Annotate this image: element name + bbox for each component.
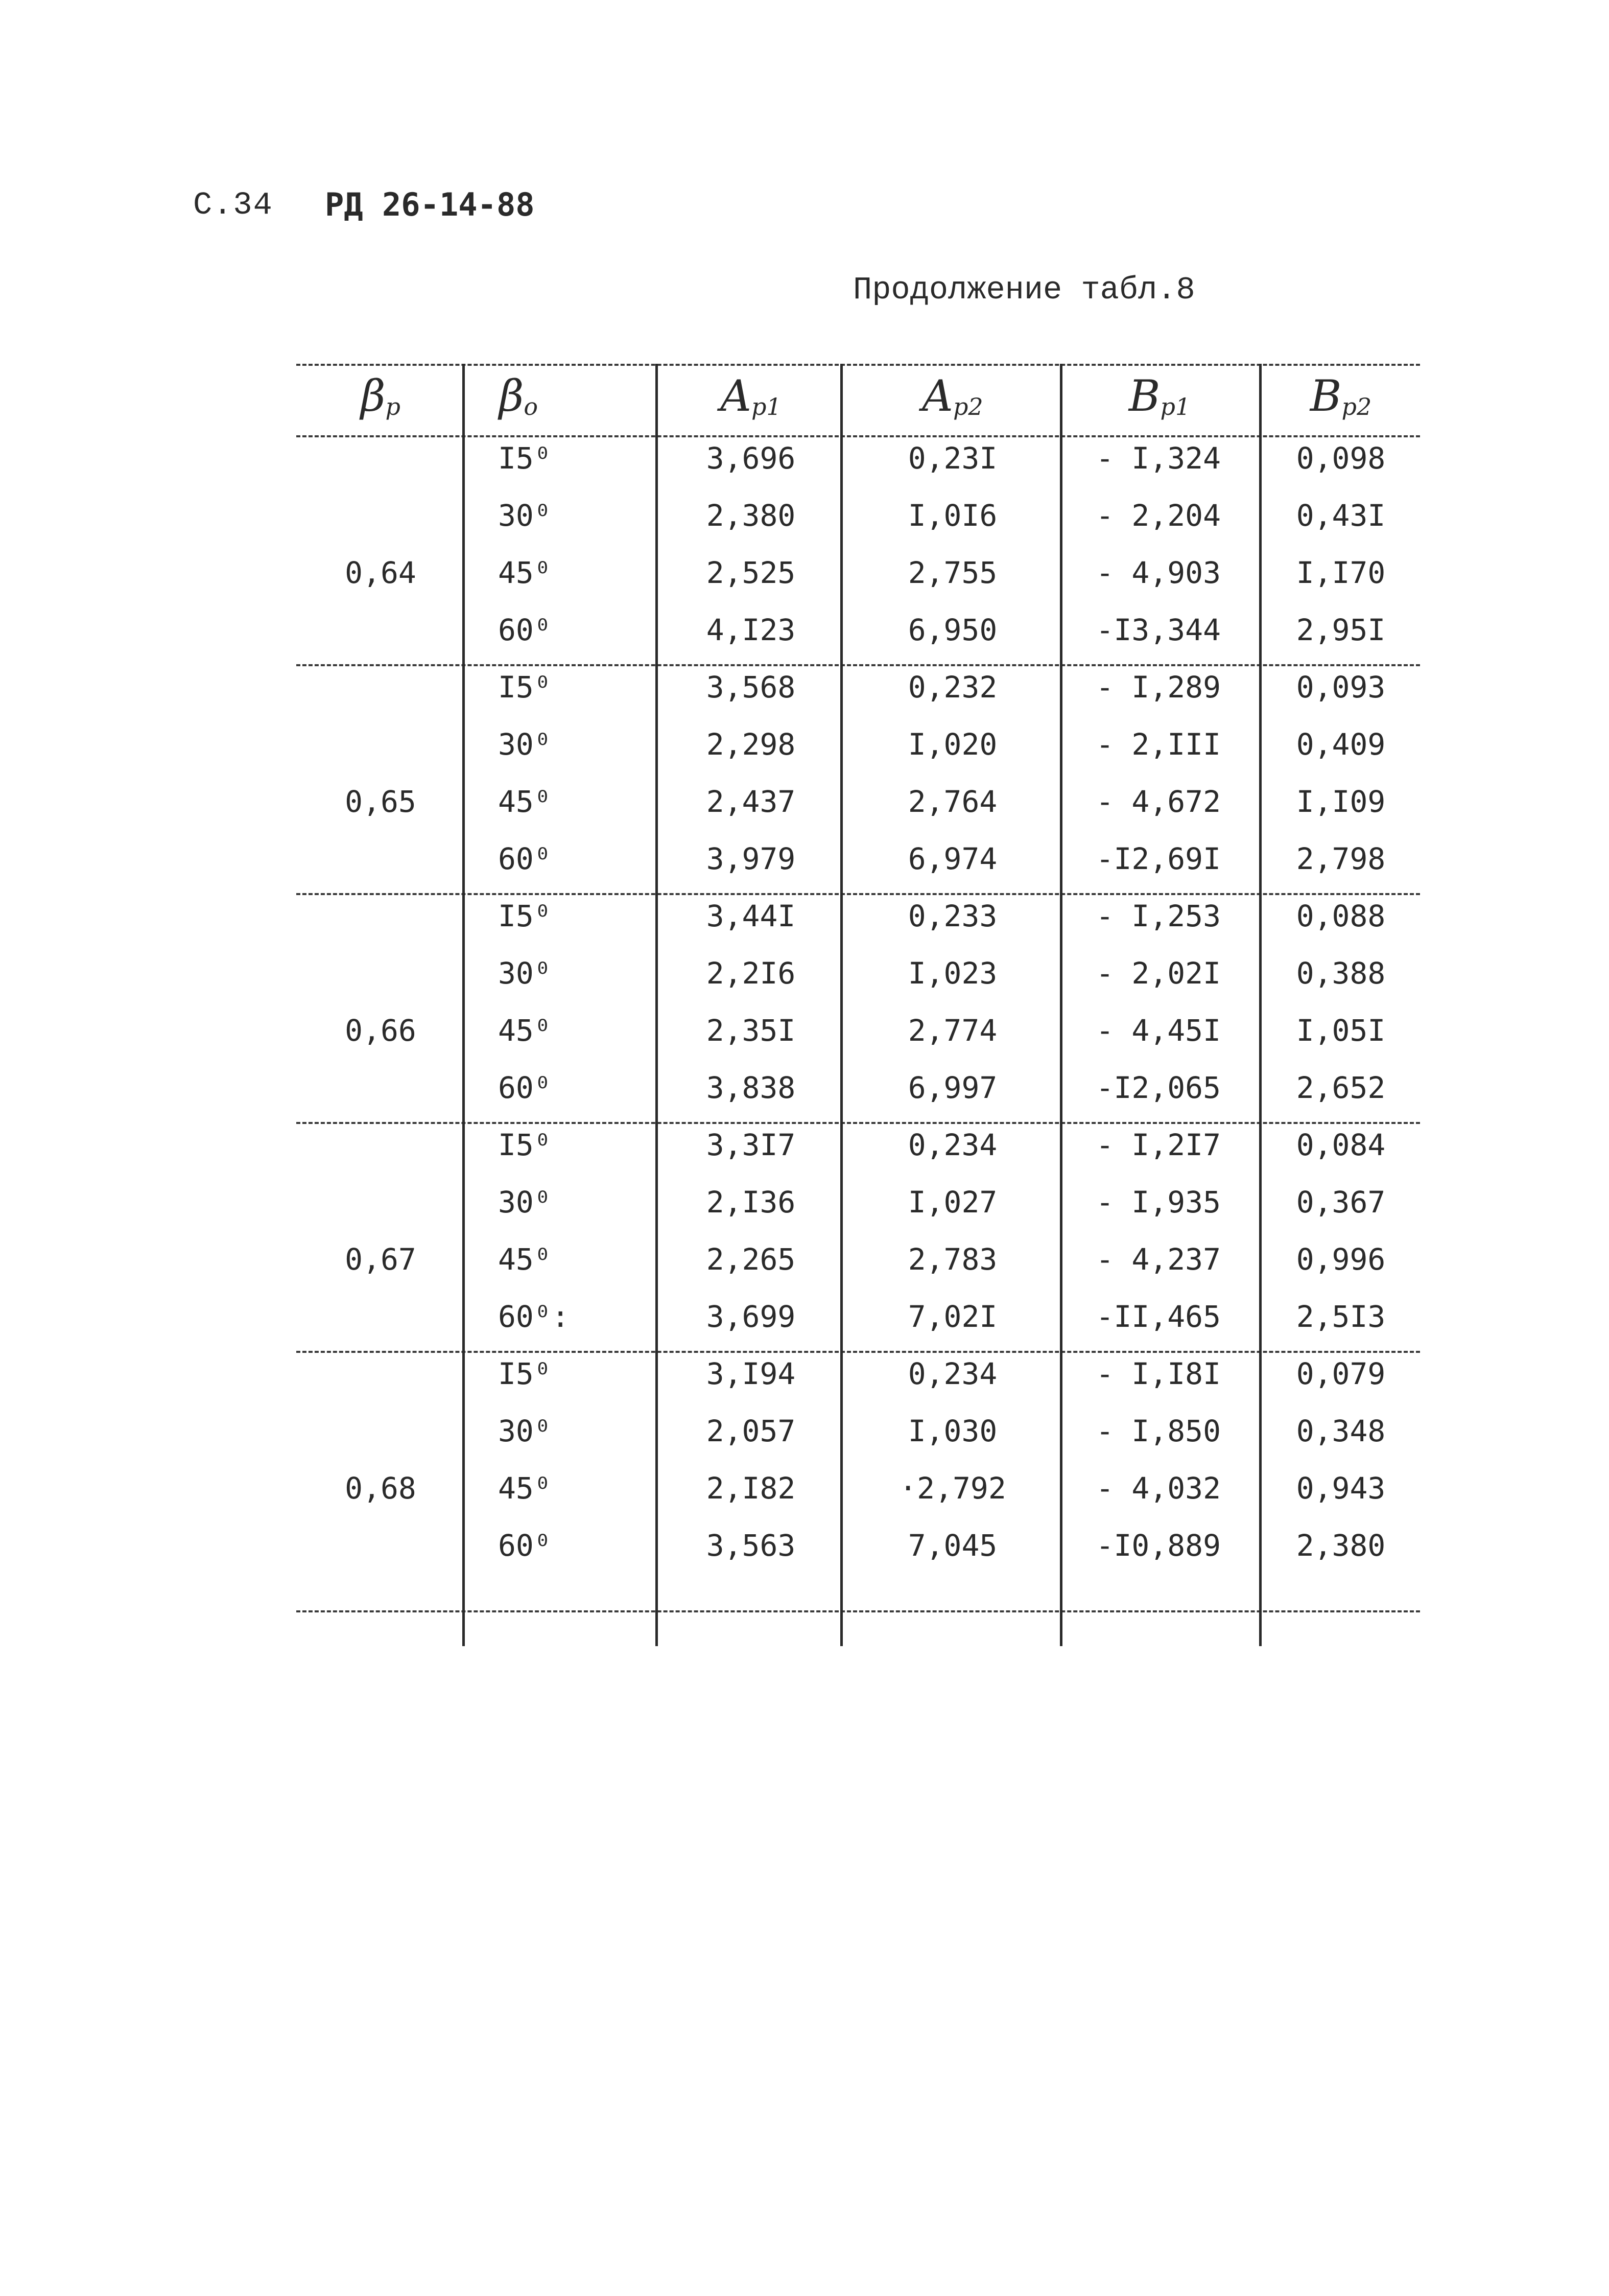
group-label-beta-p: 0,64: [345, 555, 416, 590]
group-label-beta-p: 0,66: [345, 1013, 416, 1048]
table-top-rule: [296, 364, 1420, 366]
table-cell: 3,563: [706, 1528, 796, 1563]
table-cell: 6,950: [908, 613, 998, 647]
table-cell: - I,935: [1096, 1185, 1221, 1220]
table-cell: 2,I36: [706, 1185, 796, 1220]
data-table: [296, 364, 1420, 1641]
header-sub: р2: [1341, 393, 1372, 420]
table-cell: 0,088: [1296, 899, 1386, 933]
table-cell: 60⁰: [498, 841, 552, 876]
table-cell: 6,997: [908, 1070, 998, 1105]
header-main: A: [922, 371, 953, 421]
column-header-b-p2: [1262, 371, 1420, 427]
table-cell: 2,298: [706, 727, 796, 762]
table-cell: -I2,065: [1096, 1070, 1221, 1105]
table-cell: - 4,032: [1096, 1471, 1221, 1506]
header-main: β: [360, 371, 386, 421]
table-cell: 60⁰:: [498, 1299, 570, 1334]
table-cell: 0,367: [1296, 1185, 1386, 1220]
table-cell: - I,850: [1096, 1414, 1221, 1448]
table-cell: 2,525: [706, 555, 796, 590]
table-cell: 0,409: [1296, 727, 1386, 762]
table-cell: 2,35I: [706, 1013, 796, 1048]
table-cell: 3,838: [706, 1070, 796, 1105]
group-separator-rule: [296, 893, 1420, 895]
table-cell: -II,465: [1096, 1299, 1221, 1334]
table-cell: I,I70: [1296, 555, 1386, 590]
table-cell: I5⁰: [498, 1128, 552, 1162]
table-cell: 2,057: [706, 1414, 796, 1448]
group-separator-rule: [296, 664, 1420, 666]
table-cell: 0,43I: [1296, 498, 1386, 533]
table-cell: 0,388: [1296, 956, 1386, 991]
table-cell: - 4,45I: [1096, 1013, 1221, 1048]
table-cell: 2,764: [908, 784, 998, 819]
column-divider: [1259, 364, 1262, 1646]
table-cell: 2,437: [706, 784, 796, 819]
table-cell: 60⁰: [498, 1070, 552, 1105]
group-separator-rule: [296, 1122, 1420, 1124]
header-main: β: [499, 371, 524, 421]
group-label-beta-p: 0,67: [345, 1242, 416, 1277]
table-cell: 45⁰: [498, 1471, 552, 1506]
table-cell: - I,289: [1096, 670, 1221, 705]
table-cell: - 2,III: [1096, 727, 1221, 762]
table-cell: 30⁰: [498, 498, 552, 533]
table-cell: I5⁰: [498, 899, 552, 933]
table-cell: 60⁰: [498, 1528, 552, 1563]
table-cell: 6,974: [908, 841, 998, 876]
table-cell: 30⁰: [498, 1185, 552, 1220]
header-sub: р1: [751, 393, 782, 420]
table-cell: I5⁰: [498, 441, 552, 476]
table-cell: 0,996: [1296, 1242, 1386, 1277]
table-cell: 0,232: [908, 670, 998, 705]
header-bottom-rule: [296, 435, 1420, 437]
table-cell: - 2,204: [1096, 498, 1221, 533]
table-cell: - I,253: [1096, 899, 1221, 933]
table-bottom-rule: [296, 1610, 1420, 1612]
table-cell: 2,5I3: [1296, 1299, 1386, 1334]
table-cell: 3,699: [706, 1299, 796, 1334]
table-cell: 30⁰: [498, 956, 552, 991]
header-sub: р1: [1160, 393, 1191, 420]
table-cell: 2,783: [908, 1242, 998, 1277]
table-cell: I,0I6: [908, 498, 998, 533]
table-cell: - 4,672: [1096, 784, 1221, 819]
table-cell: 45⁰: [498, 784, 552, 819]
table-cell: 2,I82: [706, 1471, 796, 1506]
table-cell: - 4,903: [1096, 555, 1221, 590]
column-header-beta-o: [467, 371, 570, 427]
table-cell: 3,979: [706, 841, 796, 876]
table-cell: 0,234: [908, 1356, 998, 1391]
header-main: B: [1128, 371, 1161, 421]
group-separator-rule: [296, 1351, 1420, 1353]
table-cell: 0,233: [908, 899, 998, 933]
table-cell: I,I09: [1296, 784, 1386, 819]
column-header-a-p1: [659, 371, 843, 427]
group-label-beta-p: 0,65: [345, 784, 416, 819]
table-cell: ·2,792: [899, 1471, 1006, 1506]
table-cell: 3,696: [706, 441, 796, 476]
table-cell: I5⁰: [498, 670, 552, 705]
header-sub: р2: [953, 393, 983, 420]
table-cell: 0,084: [1296, 1128, 1386, 1162]
table-cell: 0,943: [1296, 1471, 1386, 1506]
table-cell: - I,324: [1096, 441, 1221, 476]
header-main: A: [720, 371, 751, 421]
table-cell: 30⁰: [498, 727, 552, 762]
table-cell: 7,045: [908, 1528, 998, 1563]
table-cell: - 4,237: [1096, 1242, 1221, 1277]
table-cell: - I,I8I: [1096, 1356, 1221, 1391]
table-cell: 3,I94: [706, 1356, 796, 1391]
column-divider: [1060, 364, 1062, 1646]
table-cell: -I3,344: [1096, 613, 1221, 647]
table-cell: 0,098: [1296, 441, 1386, 476]
table-cell: 3,3I7: [706, 1128, 796, 1162]
table-cell: 2,380: [1296, 1528, 1386, 1563]
column-header-beta-p: [296, 371, 465, 427]
table-cell: 2,380: [706, 498, 796, 533]
table-cell: 45⁰: [498, 1242, 552, 1277]
table-cell: 3,568: [706, 670, 796, 705]
group-label-beta-p: 0,68: [345, 1471, 416, 1506]
column-header-a-p2: [843, 371, 1062, 427]
table-cell: 2,2I6: [706, 956, 796, 991]
table-cell: 2,798: [1296, 841, 1386, 876]
table-cell: 45⁰: [498, 555, 552, 590]
table-cell: 2,774: [908, 1013, 998, 1048]
table-cell: I,030: [908, 1414, 998, 1448]
table-cell: I5⁰: [498, 1356, 552, 1391]
table-cell: -I0,889: [1096, 1528, 1221, 1563]
table-cell: I,027: [908, 1185, 998, 1220]
table-cell: 2,652: [1296, 1070, 1386, 1105]
table-cell: 0,093: [1296, 670, 1386, 705]
table-cell: I,020: [908, 727, 998, 762]
table-cell: 3,44I: [706, 899, 796, 933]
column-divider: [462, 364, 465, 1646]
header-main: B: [1310, 371, 1342, 421]
header-sub: р: [385, 393, 400, 420]
page-number: С.34: [193, 187, 273, 223]
table-cell: I,023: [908, 956, 998, 991]
document-code: РД 26-14-88: [325, 186, 535, 223]
table-cell: 0,079: [1296, 1356, 1386, 1391]
table-cell: -I2,69I: [1096, 841, 1221, 876]
table-cell: 60⁰: [498, 613, 552, 647]
table-cell: 45⁰: [498, 1013, 552, 1048]
table-cell: I,05I: [1296, 1013, 1386, 1048]
table-cell: 0,348: [1296, 1414, 1386, 1448]
table-cell: 4,I23: [706, 613, 796, 647]
table-cell: 0,23I: [908, 441, 998, 476]
column-divider: [655, 364, 658, 1646]
header-sub: о: [524, 393, 538, 420]
table-cell: 7,02I: [908, 1299, 998, 1334]
table-cell: - 2,02I: [1096, 956, 1221, 991]
table-cell: 2,265: [706, 1242, 796, 1277]
table-caption: Продолжение табл.8: [853, 272, 1195, 308]
table-cell: 0,234: [908, 1128, 998, 1162]
column-divider: [840, 364, 843, 1646]
table-cell: 2,755: [908, 555, 998, 590]
table-cell: 30⁰: [498, 1414, 552, 1448]
table-cell: 2,95I: [1296, 613, 1386, 647]
table-cell: - I,2I7: [1096, 1128, 1221, 1162]
column-header-b-p1: [1062, 371, 1257, 427]
